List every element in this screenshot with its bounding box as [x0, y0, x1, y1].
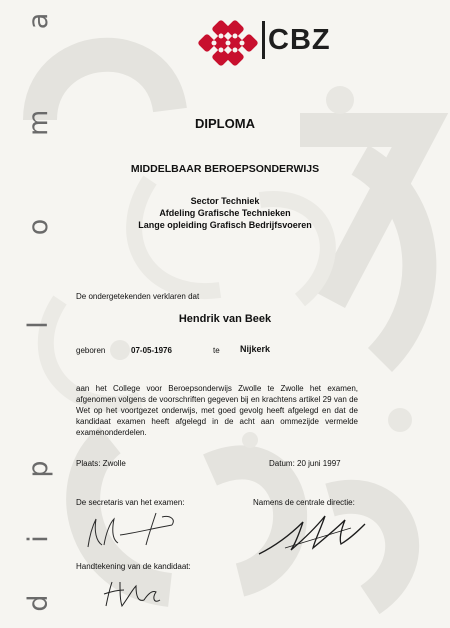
- declaration-text: De ondergetekenden verklaren dat: [76, 292, 200, 301]
- candidate-name: Hendrik van Beek: [178, 313, 272, 325]
- side-letter: p: [23, 460, 54, 478]
- side-letter: a: [23, 12, 54, 30]
- place-label: te: [213, 346, 220, 355]
- body-text: aan het College voor Beroepsonderwijs Zwolle te Zwolle het examen, afgenomen volgens de voorschriften gegeven bij en krachtens artikel 29 van de Wet op het voortgezet onderwijs, met goed gevolg heeft afgelegd en dat de kandidaat examen heeft afgelegd in de acht aan ommezijde vermelde examenonderdelen.: [76, 384, 358, 437]
- directie-signature: [255, 508, 375, 558]
- kandidaat-signature: [100, 576, 170, 612]
- side-letter: d: [23, 594, 54, 612]
- logo-divider: [262, 21, 265, 59]
- date-text: Datum: 20 juni 1997: [269, 459, 341, 468]
- born-date: 07-05-1976: [131, 346, 172, 355]
- afdeling-line: Afdeling Grafische Technieken: [159, 208, 291, 218]
- directie-label: Namens de centrale directie:: [253, 498, 355, 507]
- education-level: MIDDELBAAR BEROEPSONDERWIJS: [130, 163, 320, 175]
- logo-text: CBZ: [268, 24, 331, 56]
- opleiding-line: Lange opleiding Grafisch Bedrijfsvoeren: [138, 220, 312, 230]
- born-label: geboren: [76, 346, 106, 355]
- side-letter: i: [23, 535, 54, 543]
- side-letter: m: [23, 109, 54, 136]
- sector-line: Sector Techniek: [190, 196, 260, 206]
- place-text: Plaats: Zwolle: [76, 459, 126, 468]
- diploma-title: DIPLOMA: [195, 116, 255, 131]
- side-letter: l: [23, 321, 54, 329]
- secretaris-signature: [80, 505, 190, 555]
- side-letter: o: [23, 218, 54, 236]
- birth-place: Nijkerk: [240, 344, 271, 354]
- secretaris-label: De secretaris van het examen:: [76, 498, 185, 507]
- kandidaat-label: Handtekening van de kandidaat:: [76, 562, 191, 571]
